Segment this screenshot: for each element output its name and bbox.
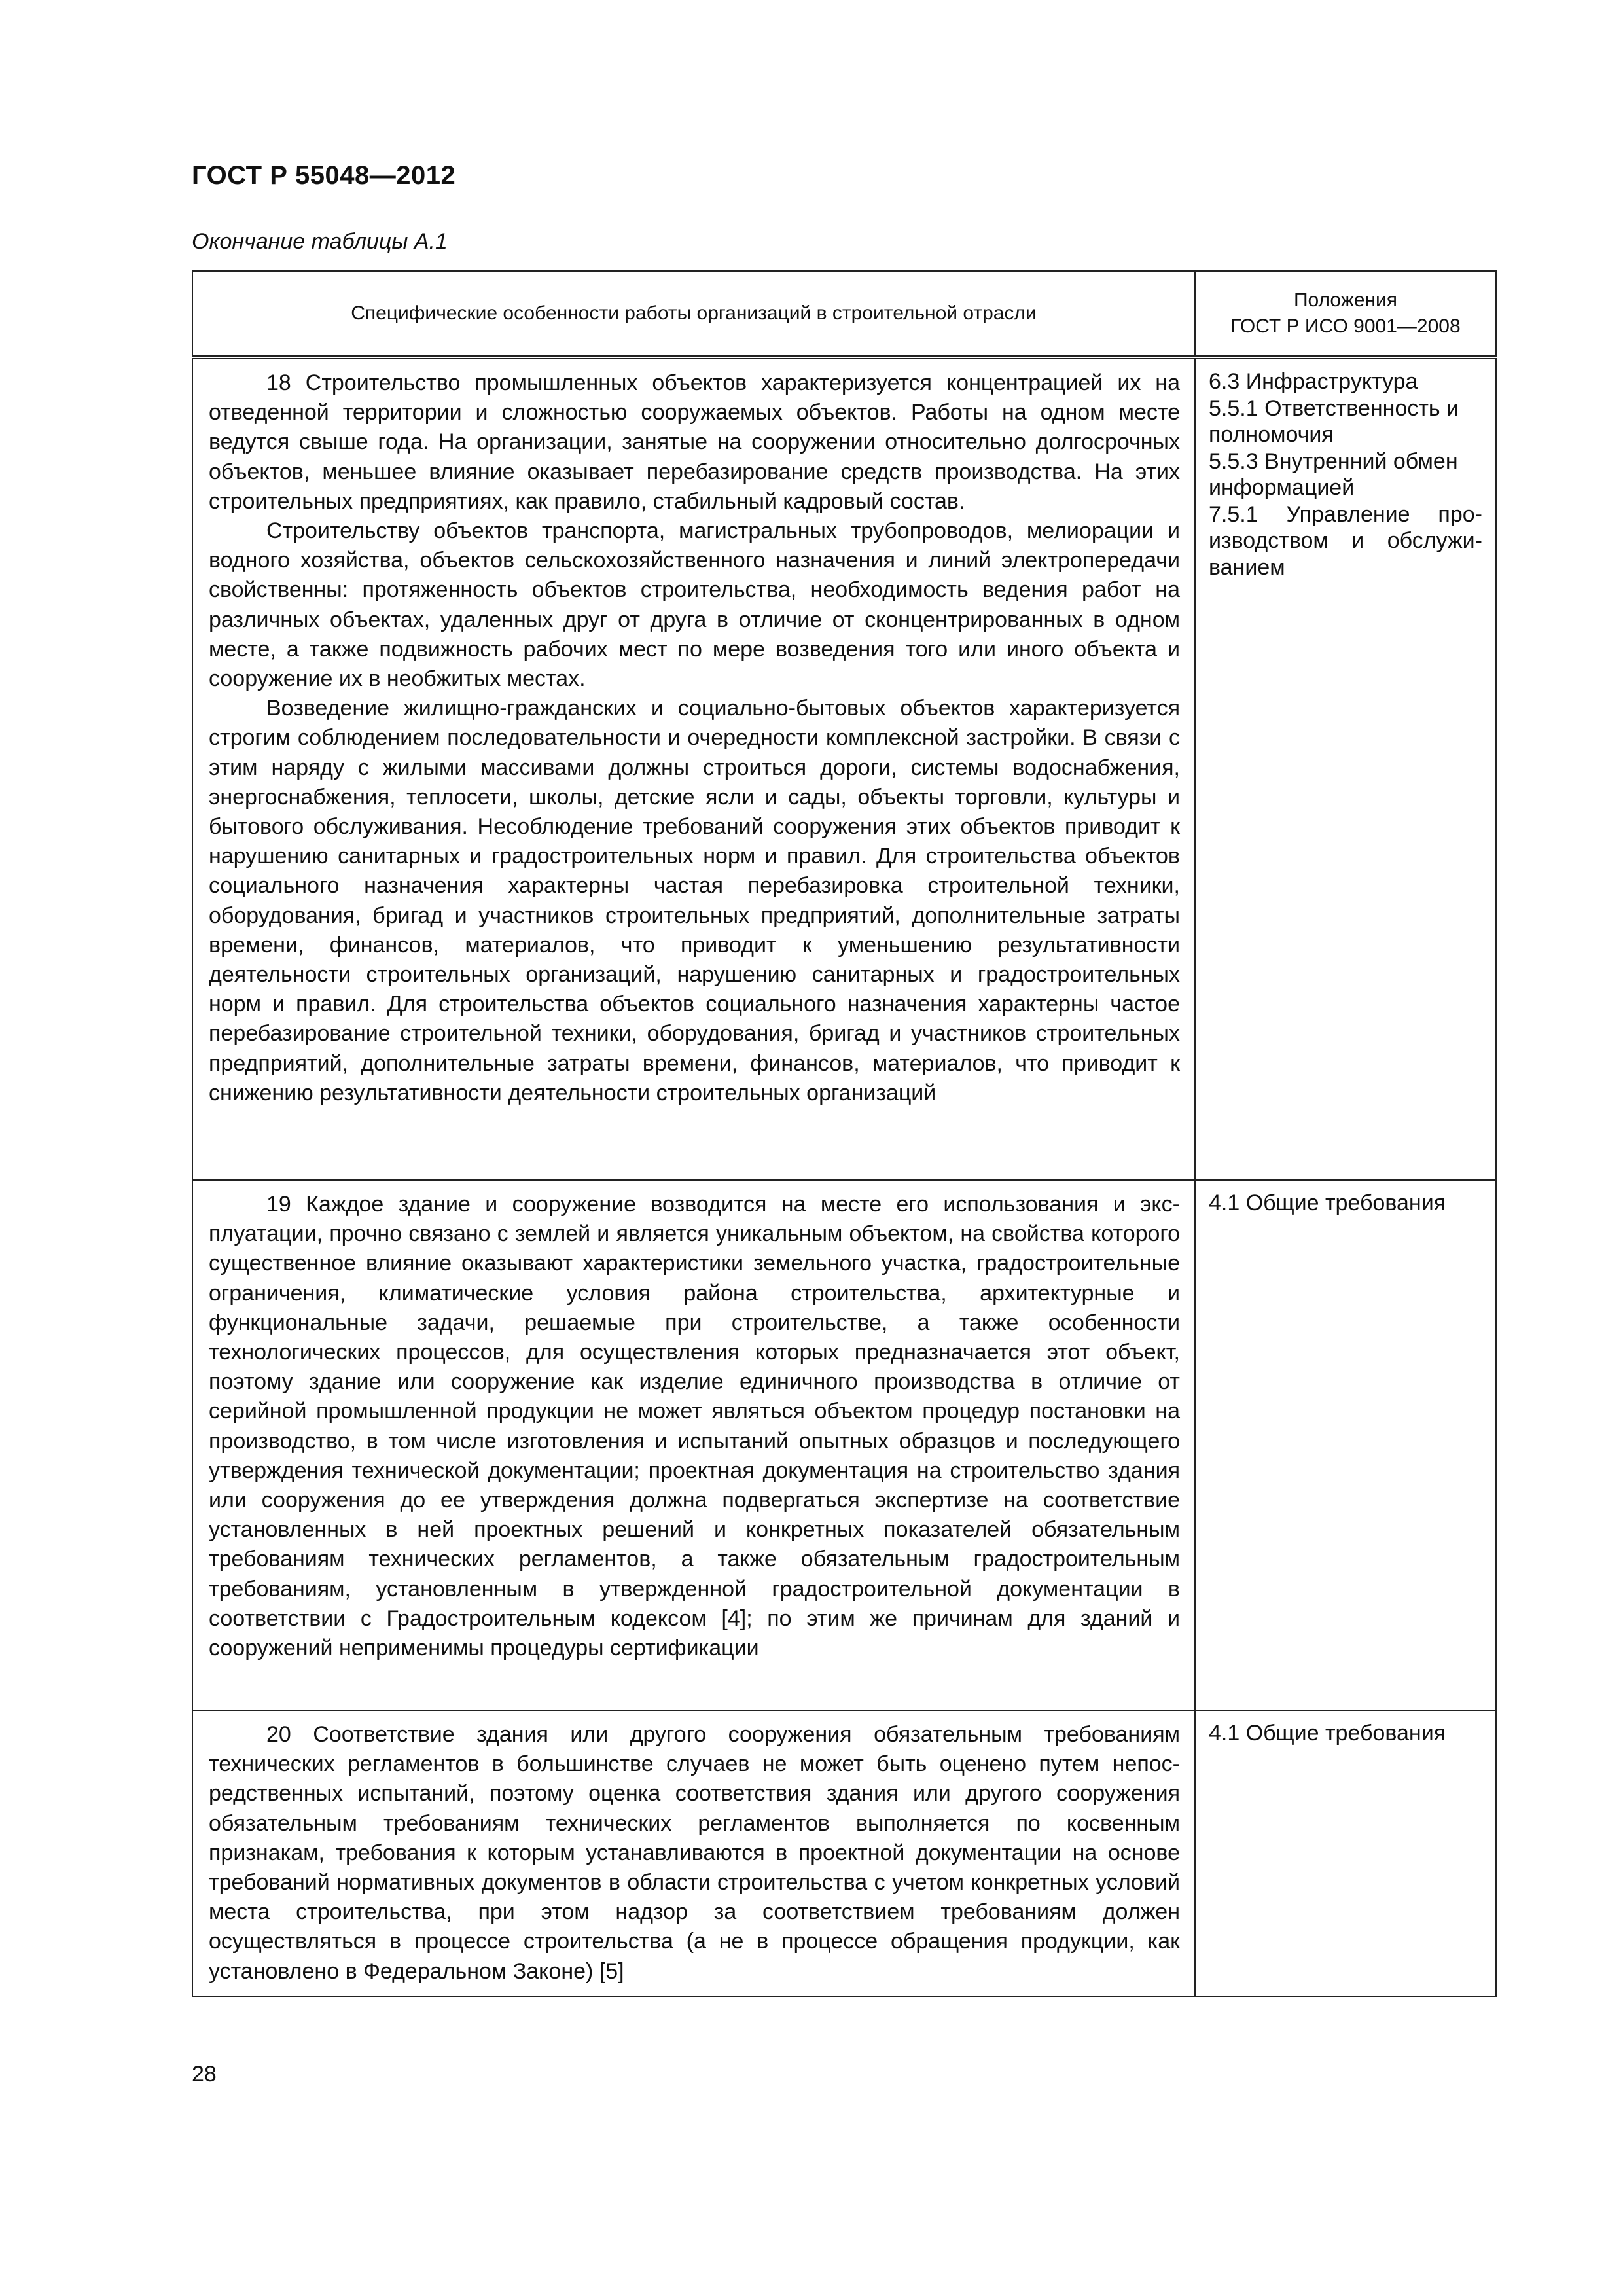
row-18-ref-3: 5.5.3 Внутренний обмен информацией [1209,448,1458,500]
row-18-text [192,357,1195,1180]
row-18-paragraph-1: 18 Строительство промышленных объектов характеризуется концентрацией их на отведенной территории и сложностью сооружаемых объектов. Работы на одном месте ведутся свыше года. На организации, занятые на сооружении относительно долгосрочных объектов, меньшее влияние оказывает перебазирование средств производства. На этих строительных предприятиях, как правило, стабильный кадровый состав. [209,370,1180,514]
table-row-20 [192,1710,1496,1996]
row-20-text [192,1710,1195,1996]
column-header-provisions [1195,271,1496,357]
row-18-refs [1195,357,1496,1180]
requirements-table [192,270,1497,1997]
row-20-refs [1195,1710,1496,1996]
row-18-paragraph-3: Возведение жилищно-гражданских и социально-бытовых объектов характеризуется строгим соблюдением последовательности и очередности комплексной застройки. В связи с этим наряду с жилыми массивами должны строиться дороги, системы водоснабжения, энергоснабжения, теплосети, школы, детские ясли и сады, объекты торговли, культуры и бытового обслуживания. Несоблюдение требований сооружения этих объектов приводит к нарушению санитарных и градостроительных норм и правил. Для строительства объектов социального назначения характерны частая перебазировка строительной техники, оборудования, бригад и участников строительных предприятий, дополнительные затраты времени, финансов, материалов, что приводит к уменьшению результативности деятельности строительных организаций, нарушению санитарных и градостроительных норм и правил. Для строительства объектов социального назначения характерны частое перебазирование строительной техники, оборудования, бригад и участников строительных предприятий, дополнительные затраты времени, финансов, материалов, что приводит к снижению результативности деятельности строительных организаций [209,696,1180,1105]
row-18-paragraph-2: Строительству объектов транспорта, магистральных трубопроводов, мелиорации и водного хозяйства, объектов сельскохозяйственного назначения и линий электропередачи свойственны: протяженность объектов строительства, необходимость ведения работ на различных объектах, удаленных друг от друга в отличие от сконцентрированных в одном месте, а также подвижность рабочих мест по мере возведения того или иного объекта и сооружение их в необжитых местах. [209,518,1180,692]
row-19-paragraph-1: 19 Каждое здание и сооружение возводится на месте его использования и эксплуатации, прочно связано с землей и является уникальным объектом, на свойства которого существенное влияние оказывают характеристики земельного участка, градостроительные ограничения, климатические условия района строительства, архитектурные и функциональные задачи, решаемые при строительстве, а также особенности технологических процессов, для осуществления которых предназначается этот объект, поэтому здание или сооружение как изделие единичного производства в отличие от серийной промышленной продукции не может являться объектом процедур постановки на производство, в том числе изготовления и испытаний опытных образцов и последующего утверждения технической документации; проектная документация на строительство здания или сооружения до ее утверждения должна подвергаться экспертизе на соответствие установленных в ней проектных решений и конкретных показателей обязательным требованиям технических регламентов, а также обязательным градостроительным требованиям, установленным в утвержденной градостроительной документации в соответствии с Градостроительным кодексом [4]; по этим же причинам для зданий и сооружений неприменимы процедуры сертификации [209,1192,1180,1661]
row-19-refs [1195,1180,1496,1710]
table-row-18 [192,357,1496,1180]
row-18-ref-1: 6.3 Инфраструктура [1209,369,1418,394]
page-number: 28 [192,2062,217,2087]
row-20-ref-1: 4.1 Общие требования [1209,1721,1446,1746]
table-row-19 [192,1180,1496,1710]
row-20-paragraph-1: 20 Соответствие здания или другого сооружения обязательным требованиям технических регламентов в большинстве случаев не может быть оценено путем непосредственных испытаний, поэтому оценка соответствия здания или другого сооружения обязательным требованиям технических регламентов выполняется по косвенным признакам, требования к которым устанавливаются в проектной документации на основе требований нормативных документов в области строительства с учетом конкретных условий места строительства, при этом надзор за соответствием требованиям должен осуществляться в процессе строительства (а не в процессе обращения продукции, как установлено в Федеральном Законе) [5] [209,1722,1180,1984]
document-designation: ГОСТ Р 55048—2012 [192,161,456,190]
row-19-text [192,1180,1195,1710]
row-19-ref-1: 4.1 Общие требования [1209,1191,1446,1215]
row-18-ref-2: 5.5.1 Ответственность и полномочия [1209,395,1459,447]
column-header-features: Специфические особенности работы организаций в строительной отрасли [192,271,1195,357]
table-caption: Окончание таблицы А.1 [192,229,448,254]
column-header-provisions-line1: Положения [1293,289,1398,311]
table-header-row [192,271,1496,357]
column-header-provisions-line2: ГОСТ Р ИСО 9001—2008 [1230,315,1461,337]
row-18-ref-4: 7.5.1 Управление производством и обслуживанием [1209,501,1482,580]
